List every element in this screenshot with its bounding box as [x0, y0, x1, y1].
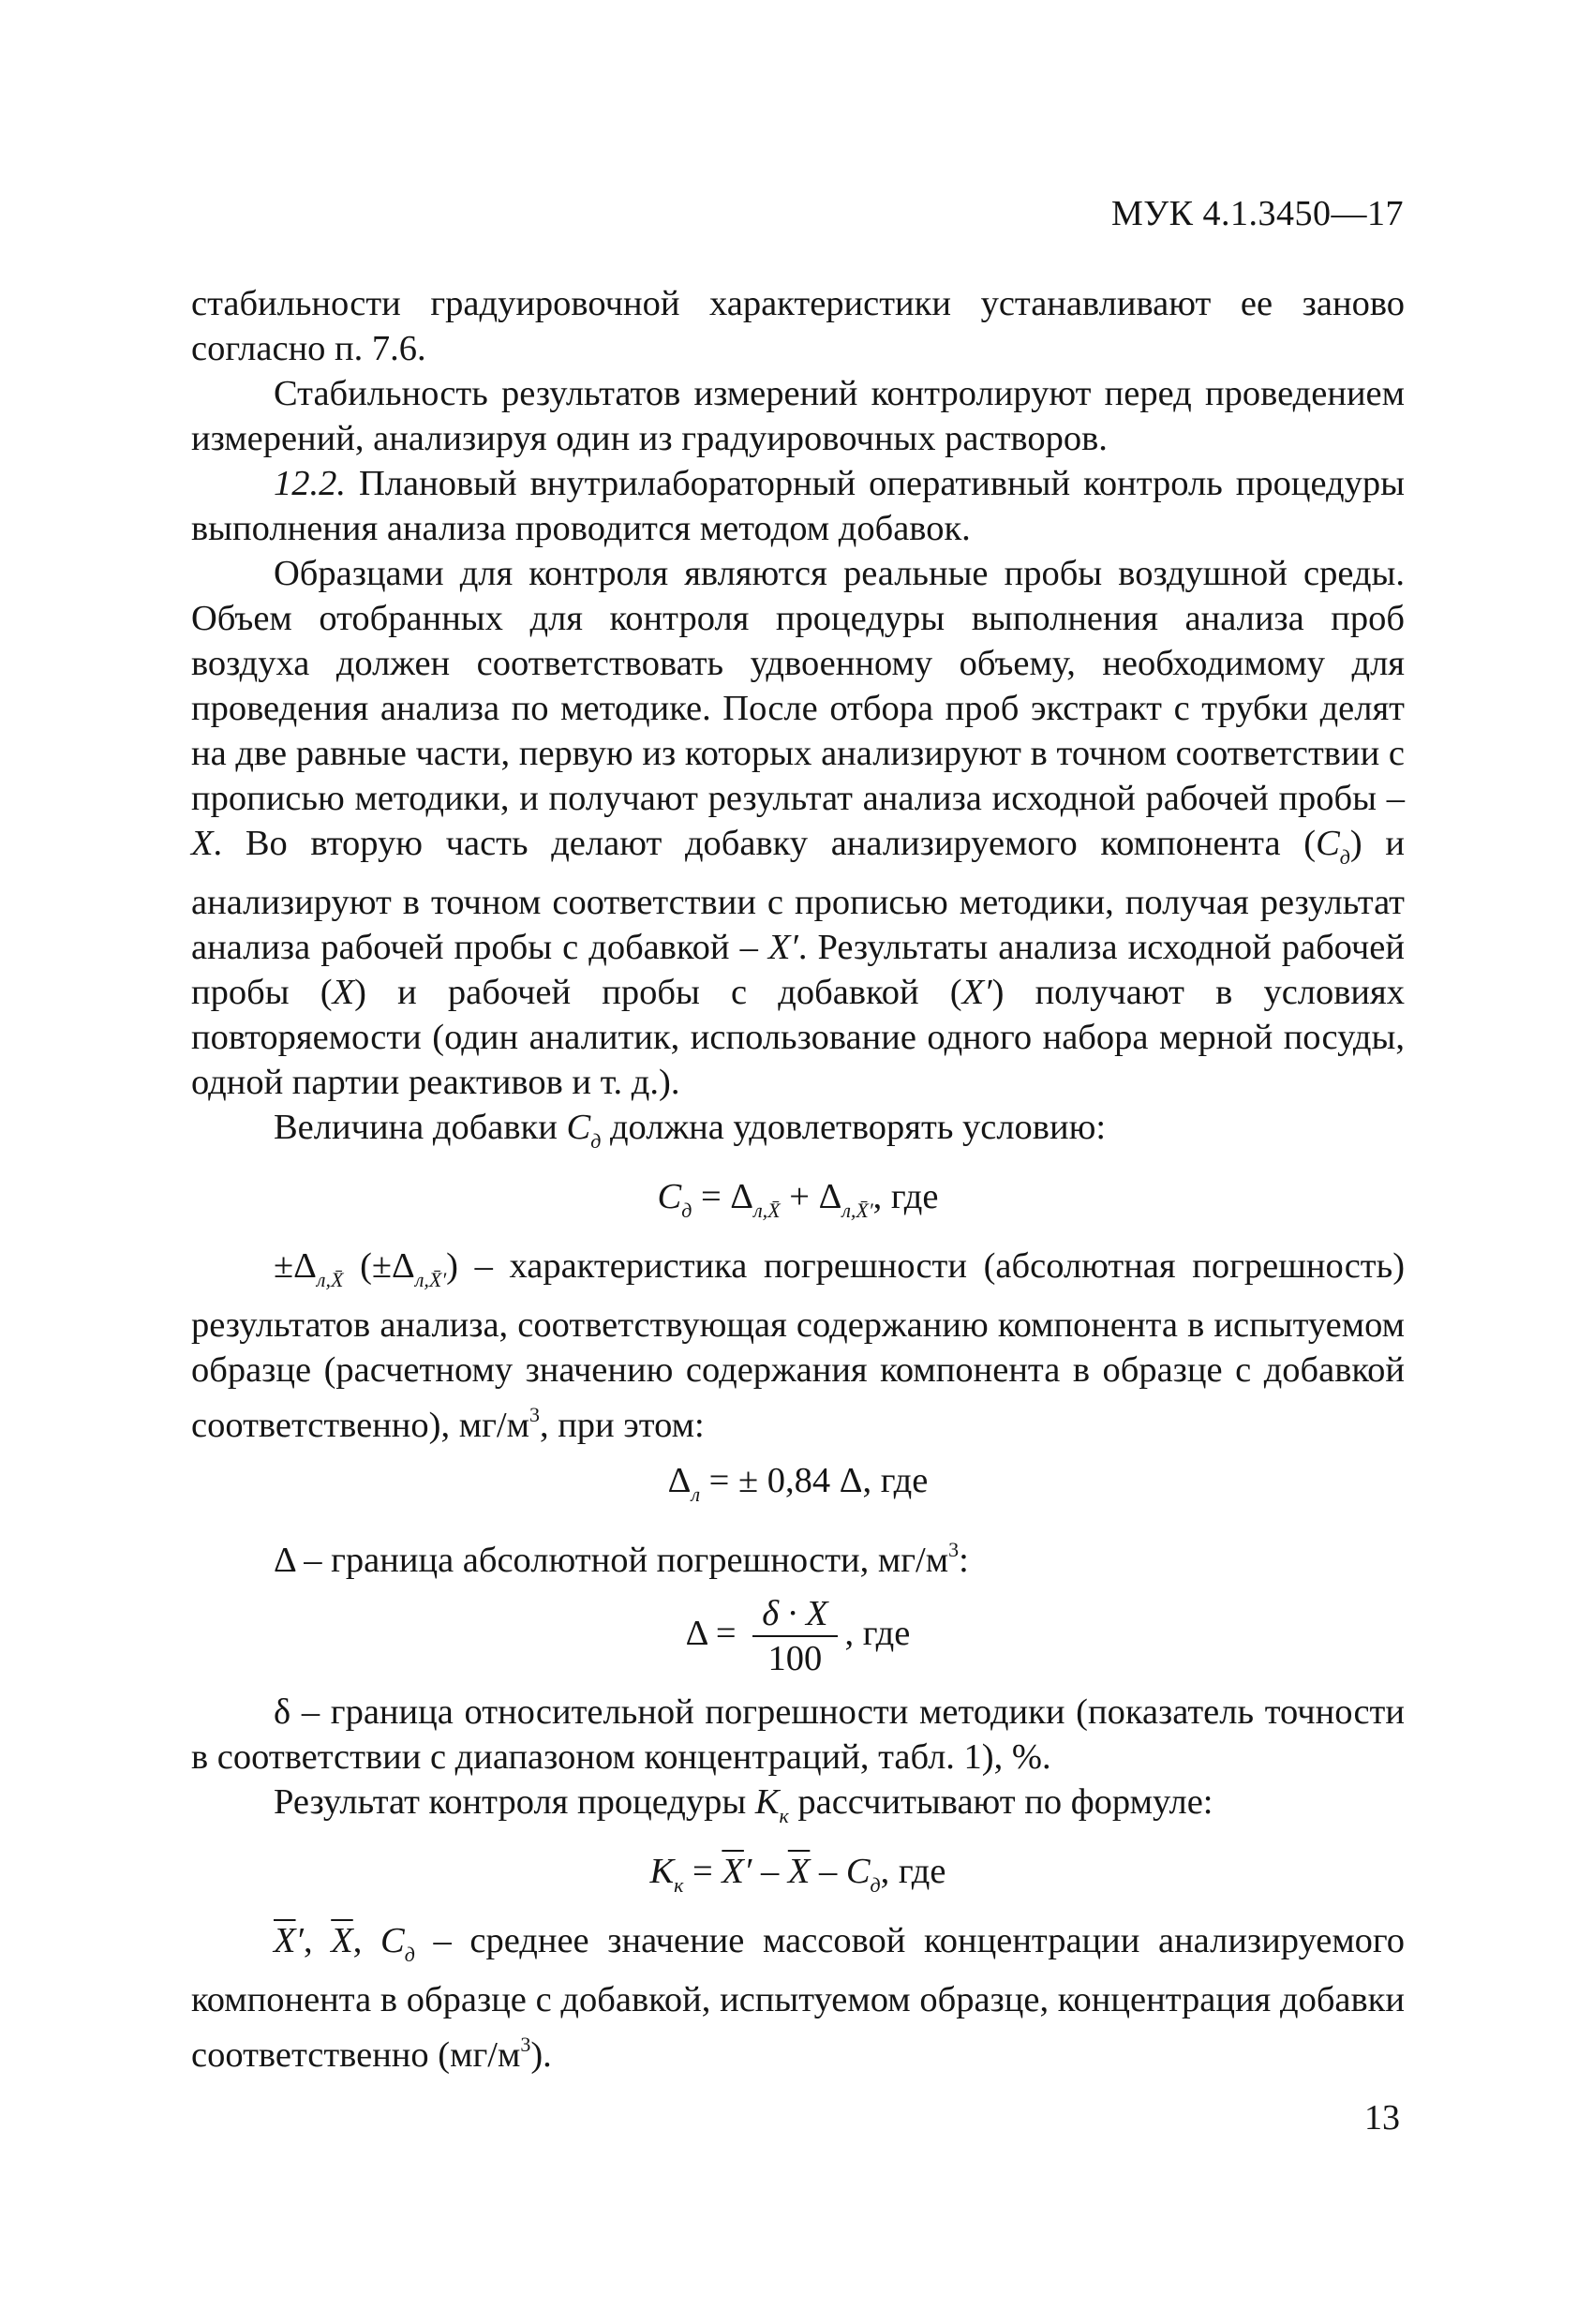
delta-symbol: Δ — [392, 1246, 415, 1286]
fraction-denominator: 100 — [767, 1639, 823, 1678]
delta-symbol: Δ — [730, 1177, 754, 1216]
text-run: . Во вторую часть делают добавку анализируемого компонента ( — [213, 824, 1317, 863]
minus-sign: – — [752, 1852, 788, 1891]
var-c-sub: д — [1339, 845, 1350, 869]
superscript: 3 — [948, 1538, 960, 1561]
formula-control-result — [191, 1848, 1405, 1909]
var-x-bar: $\overline{X}$ — [722, 1852, 744, 1891]
text-run: Величина добавки — [274, 1108, 567, 1147]
var-k: К — [754, 1782, 780, 1822]
page-number: 13 — [1364, 2098, 1400, 2138]
var-x-bar: $\overline{X}$ — [331, 1921, 353, 1960]
delta-subscript: л,X̄′ — [414, 1268, 447, 1291]
var-c: С — [657, 1177, 682, 1216]
text-run: ± — [274, 1246, 294, 1286]
paragraph-section-12-2 — [191, 461, 1405, 551]
equals-sign: = — [692, 1177, 731, 1216]
section-number: 12.2. — [274, 464, 346, 503]
text-run: должна удовлетворять условию: — [601, 1108, 1107, 1147]
var-x-prime: X′ — [767, 928, 798, 967]
text-run: рассчитывают по формуле: — [788, 1782, 1213, 1822]
var-x-bar: $\overline{X}$ — [787, 1852, 811, 1891]
var-c: С — [845, 1852, 871, 1891]
text-run: ) и анализируют в точном соответствии с прописью методики, получая результат анализа рабочей пробы с добавкой – — [191, 824, 1405, 967]
superscript: 3 — [520, 2033, 531, 2056]
formula-addition — [191, 1173, 1405, 1234]
delta-symbol: Δ — [667, 1461, 692, 1500]
var-k-sub: к — [779, 1804, 789, 1827]
plus-sign: + — [780, 1177, 819, 1216]
formula-tail: , где — [880, 1852, 946, 1891]
text-run: Δ – граница абсолютной погрешности, мг/м — [274, 1541, 949, 1580]
formula-rhs: = ± 0,84 Δ, где — [700, 1461, 929, 1500]
text-run: : — [959, 1541, 969, 1580]
var-c-sub: д — [681, 1199, 692, 1222]
section-text: Плановый внутрилабораторный оперативный контроль процедуры выполнения анализа проводится методом добавок. — [191, 464, 1405, 548]
text-run: , при этом: — [539, 1406, 705, 1445]
superscript: 3 — [529, 1403, 540, 1426]
paragraph-addition-condition — [191, 1105, 1405, 1164]
var-c-sub: д — [404, 1943, 415, 1966]
paragraph-control-result — [191, 1780, 1405, 1839]
formula-lhs: Δ = — [685, 1613, 746, 1653]
prime-mark: ′ — [743, 1852, 752, 1891]
paragraph-control-samples — [191, 551, 1405, 1105]
text-run: ) получают в условиях повторяемости (один аналитик, использование одного набора мерной посуды, одной партии реактивов и т. д.). — [191, 973, 1405, 1102]
text-run: Результат контроля процедуры — [274, 1782, 755, 1822]
page-body — [191, 281, 1405, 2078]
var-c: С — [1316, 824, 1340, 863]
var-x-bar: $\overline{X}$ — [274, 1921, 296, 1960]
text-run: ) – характеристика погрешности (абсолютная погрешность) результатов анализа, соответствующая содержанию компонента в испытуемом образце (расчетному значению содержания компонента в образце с добавкой соответственно), мг/м — [191, 1246, 1406, 1445]
minus-sign: – — [810, 1852, 846, 1891]
text-run: – среднее значение массовой концентрации анализируемого компонента в образце с добавкой, испытуемом образце, концентрация добавки соответственно (мг/м — [191, 1921, 1406, 2075]
var-c: С — [566, 1108, 591, 1147]
text-run: ). — [530, 2035, 552, 2075]
paragraph-relative-error: δ – граница относительной погрешности методики (показатель точности в соответствии с диапазоном концентраций, табл. 1), %. — [191, 1692, 1405, 1777]
fraction — [752, 1592, 837, 1680]
var-x: X — [191, 824, 214, 863]
text-run: ) и рабочей пробы с добавкой ( — [354, 973, 962, 1012]
paragraph-abs-error-bound — [191, 1527, 1405, 1583]
text-run: . Результаты анализа исходной рабочей пробы ( — [191, 928, 1405, 1012]
var-k-sub: к — [674, 1873, 684, 1897]
paragraph-legend — [191, 1918, 1405, 2078]
formula-tail: , где — [872, 1177, 939, 1216]
delta-symbol: Δ — [293, 1246, 317, 1286]
formula-delta-l — [191, 1457, 1405, 1518]
paragraph-stability-control: Стабильность результатов измерений контролируют перед проведением измерений, анализируя один из градуировочных растворов. — [191, 374, 1405, 458]
formula-delta-fraction — [191, 1592, 1405, 1680]
delta-subscript: л,X̄ — [753, 1199, 781, 1222]
document-code: МУК 4.1.3450—17 — [1110, 194, 1404, 233]
var-x: X — [332, 973, 355, 1012]
var-x-prime: X′ — [961, 973, 992, 1012]
fraction-numerator: δ · X — [752, 1592, 837, 1637]
formula-tail: , где — [844, 1613, 911, 1653]
delta-symbol: Δ — [818, 1177, 842, 1216]
separator: , — [352, 1921, 381, 1960]
text-run: Образцами для контроля являются реальные пробы воздушной среды. Объем отобранных для контроля процедуры выполнения анализа проб воздуха должен соответствовать удвоенному объему, необходимому для проведения анализа по методике. После отбора проб экстракт с трубки делят на две равные части, первую из которых анализируют в точном соответствии с прописью методики, и получают результат анализа исходной рабочей пробы – — [191, 554, 1405, 818]
separator: , — [303, 1921, 332, 1960]
delta-subscript: л,X̄ — [316, 1268, 344, 1291]
delta-subscript: л,X̄′ — [841, 1199, 873, 1222]
var-c: С — [380, 1921, 405, 1960]
paragraph-error-characteristic — [191, 1244, 1405, 1448]
paragraph-stability-continuation: стабильности градуировочной характеристики устанавливают ее заново согласно п. 7.6. — [191, 284, 1405, 368]
text-run: (± — [343, 1246, 393, 1286]
delta-subscript: л — [691, 1482, 701, 1506]
prime-mark: ′ — [295, 1921, 304, 1960]
var-k: К — [649, 1852, 675, 1891]
var-c-sub: д — [870, 1873, 881, 1897]
equals-sign: = — [683, 1852, 722, 1891]
var-c-sub: д — [590, 1129, 602, 1153]
